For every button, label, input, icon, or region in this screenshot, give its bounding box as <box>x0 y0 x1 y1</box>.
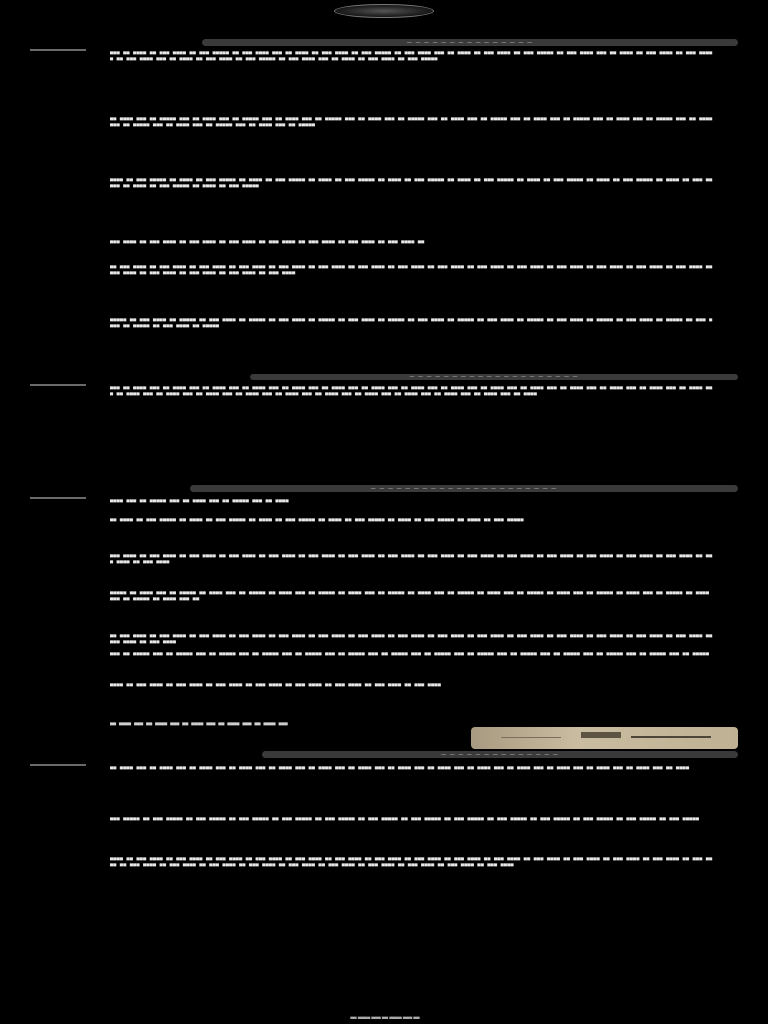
section-header <box>262 751 738 758</box>
section-header <box>190 485 738 492</box>
section-marker <box>30 764 86 766</box>
paragraph: ▄▄▄ ▄▄▄▄▄ ▄▄ ▄▄▄ ▄▄▄▄▄ ▄▄ ▄▄▄ ▄▄▄▄▄ ▄▄ ▄▄▄ ▄▄▄▄▄ ▄▄ ▄▄▄ ▄▄▄▄▄ ▄▄ ▄▄▄ ▄▄▄▄▄ ▄▄ ▄▄▄ ▄▄▄▄▄ ▄▄ ▄▄▄ ▄▄▄▄▄ ▄▄ ▄▄▄ ▄▄▄▄▄ ▄▄ ▄▄▄ ▄▄▄▄▄ ▄▄ ▄▄▄ ▄▄▄▄▄ ▄▄ ▄▄▄ ▄▄▄▄▄ ▄▄ ▄▄▄ ▄▄▄▄▄ ▄▄ ▄▄▄ ▄▄▄▄▄ <box>110 815 700 821</box>
thumbnail-detail <box>581 732 621 738</box>
paragraph: ▄▄▄ ▄▄ ▄▄▄▄▄ ▄▄▄ ▄▄ ▄▄▄▄▄ ▄▄▄ ▄▄ ▄▄▄▄▄ ▄▄▄ ▄▄ ▄▄▄▄▄ ▄▄▄ ▄▄ ▄▄▄▄▄ ▄▄▄ ▄▄ ▄▄▄▄▄ ▄▄▄ ▄▄ ▄▄▄▄▄ ▄▄▄ ▄▄ ▄▄▄▄▄ ▄▄▄ ▄▄ ▄▄▄▄▄ ▄▄▄ ▄▄ ▄▄▄▄▄ ▄▄▄ ▄▄ ▄▄▄▄▄ ▄▄▄ ▄▄ ▄▄▄▄▄ ▄▄▄ ▄▄ ▄▄▄▄▄ ▄▄▄ ▄▄ ▄▄▄▄▄ <box>110 650 710 656</box>
paragraph: ▄▄▄▄ ▄▄ ▄▄▄ ▄▄▄▄ ▄▄ ▄▄▄ ▄▄▄▄ ▄▄ ▄▄▄ ▄▄▄▄ ▄▄ ▄▄▄ ▄▄▄▄ ▄▄ ▄▄▄ ▄▄▄▄ ▄▄ ▄▄▄ ▄▄▄▄ ▄▄ ▄▄▄ ▄▄▄▄ ▄▄ ▄▄▄ ▄▄▄▄ ▄▄ ▄▄▄ ▄▄▄▄ ▄▄ ▄▄▄ ▄▄▄▄ ▄▄ ▄▄▄ ▄▄▄▄ ▄▄ ▄▄▄ ▄▄▄▄ ▄▄ ▄▄▄ ▄▄▄▄ ▄▄ ▄▄▄ ▄▄▄▄ ▄▄ ▄▄▄ ▄▄▄▄ ▄▄ ▄▄▄ ▄▄▄▄ ▄▄ ▄▄▄ ▄▄▄▄ ▄▄ ▄▄▄ ▄▄▄▄ ▄▄ ▄▄▄ ▄▄▄▄ ▄▄ ▄▄▄ ▄▄▄▄ ▄▄ ▄▄▄ ▄▄▄▄ ▄▄ ▄▄▄ ▄▄▄▄ ▄▄ ▄▄▄ ▄▄▄▄ ▄▄ ▄▄▄ ▄▄▄▄ ▄▄ ▄▄▄ ▄▄▄▄ <box>110 855 713 867</box>
section-marker <box>30 49 86 51</box>
paragraph: ▄▄▄▄ ▄▄ ▄▄▄ ▄▄▄▄ ▄▄ ▄▄▄ ▄▄▄▄ ▄▄ ▄▄▄ ▄▄▄▄ ▄▄ ▄▄▄ ▄▄▄▄ ▄▄ ▄▄▄ ▄▄▄▄ ▄▄ ▄▄▄ ▄▄▄▄ ▄▄ ▄▄▄ ▄▄▄▄ ▄▄ ▄▄▄ ▄▄▄▄ <box>110 681 442 687</box>
paragraph: ▄▄▄▄▄ ▄▄ ▄▄▄ ▄▄▄▄ ▄▄ ▄▄▄▄▄ ▄▄ ▄▄▄ ▄▄▄▄ ▄▄ ▄▄▄▄▄ ▄▄ ▄▄▄ ▄▄▄▄ ▄▄ ▄▄▄▄▄ ▄▄ ▄▄▄ ▄▄▄▄ ▄▄ ▄▄▄▄▄ ▄▄ ▄▄▄ ▄▄▄▄ ▄▄ ▄▄▄▄▄ ▄▄ ▄▄▄ ▄▄▄▄ ▄▄ ▄▄▄▄▄ ▄▄ ▄▄▄ ▄▄▄▄ ▄▄ ▄▄▄▄▄ ▄▄ ▄▄▄ ▄▄▄▄ ▄▄ ▄▄▄▄▄ ▄▄ ▄▄▄ ▄▄▄▄ ▄▄ ▄▄▄▄▄ ▄▄ ▄▄▄ ▄▄▄▄ ▄▄ ▄▄▄▄▄ <box>110 316 713 328</box>
image-thumbnail-icon[interactable] <box>471 727 738 749</box>
section-marker <box>30 384 86 386</box>
image-caption: ▄▄ ▄▄▄▄ ▄▄▄ ▄▄ ▄▄▄▄ ▄▄▄ ▄▄ ▄▄▄▄ ▄▄▄ ▄▄ ▄▄▄▄ ▄▄▄ ▄▄ ▄▄▄▄ ▄▄▄ <box>110 720 288 726</box>
paragraph: ▄▄▄ ▄▄ ▄▄▄▄ ▄▄ ▄▄▄ ▄▄▄▄ ▄▄ ▄▄▄ ▄▄▄▄▄ ▄▄ ▄▄▄ ▄▄▄▄ ▄▄▄ ▄▄ ▄▄▄▄ ▄▄ ▄▄▄ ▄▄▄▄ ▄▄ ▄▄▄ ▄▄▄▄▄ ▄▄ ▄▄▄ ▄▄▄▄ ▄▄▄ ▄▄ ▄▄▄▄ ▄▄ ▄▄▄ ▄▄▄▄ ▄▄ ▄▄▄ ▄▄▄▄▄ ▄▄ ▄▄▄ ▄▄▄▄ ▄▄▄ ▄▄ ▄▄▄▄ ▄▄ ▄▄▄ ▄▄▄▄ ▄▄ ▄▄▄ ▄▄▄▄▄ ▄▄ ▄▄▄ ▄▄▄▄ ▄▄▄ ▄▄ ▄▄▄▄ ▄▄ ▄▄▄ ▄▄▄▄ ▄▄ ▄▄▄ ▄▄▄▄▄ ▄▄ ▄▄▄ ▄▄▄▄ ▄▄▄ ▄▄ ▄▄▄▄ ▄▄ ▄▄▄ ▄▄▄▄ ▄▄ ▄▄▄ ▄▄▄▄▄ <box>110 49 713 61</box>
paragraph: ▄▄▄▄▄ ▄▄ ▄▄▄▄ ▄▄▄ ▄▄ ▄▄▄▄▄ ▄▄ ▄▄▄▄ ▄▄▄ ▄▄ ▄▄▄▄▄ ▄▄ ▄▄▄▄ ▄▄▄ ▄▄ ▄▄▄▄▄ ▄▄ ▄▄▄▄ ▄▄▄ ▄▄ ▄▄▄▄▄ ▄▄ ▄▄▄▄ ▄▄▄ ▄▄ ▄▄▄▄▄ ▄▄ ▄▄▄▄ ▄▄▄ ▄▄ ▄▄▄▄▄ ▄▄ ▄▄▄▄ ▄▄▄ ▄▄ ▄▄▄▄▄ ▄▄ ▄▄▄▄ ▄▄▄ ▄▄ ▄▄▄▄▄ ▄▄ ▄▄▄▄ ▄▄▄ ▄▄ ▄▄▄▄▄ ▄▄ ▄▄▄▄ ▄▄▄ ▄▄ <box>110 589 710 601</box>
paragraph: ▄▄ ▄▄▄▄ ▄▄▄ ▄▄ ▄▄▄▄▄ ▄▄▄ ▄▄ ▄▄▄▄ ▄▄▄ ▄▄ ▄▄▄▄▄ ▄▄▄ ▄▄ ▄▄▄▄ ▄▄▄ ▄▄ ▄▄▄▄▄ ▄▄▄ ▄▄ ▄▄▄▄ ▄▄▄ ▄▄ ▄▄▄▄▄ ▄▄▄ ▄▄ ▄▄▄▄ ▄▄▄ ▄▄ ▄▄▄▄▄ ▄▄▄ ▄▄ ▄▄▄▄ ▄▄▄ ▄▄ ▄▄▄▄▄ ▄▄▄ ▄▄ ▄▄▄▄ ▄▄▄ ▄▄ ▄▄▄▄▄ ▄▄▄ ▄▄ ▄▄▄▄ ▄▄▄ ▄▄ ▄▄▄▄▄ ▄▄▄ ▄▄ ▄▄▄▄ ▄▄▄ ▄▄ ▄▄▄▄▄ ▄▄▄ ▄▄ ▄▄▄▄ ▄▄▄ ▄▄ ▄▄▄▄▄ <box>110 115 713 127</box>
section-header <box>250 374 738 380</box>
paragraph: ▄▄▄▄ ▄▄ ▄▄▄ ▄▄▄▄▄ ▄▄ ▄▄▄▄ ▄▄ ▄▄▄ ▄▄▄▄▄ ▄▄ ▄▄▄▄ ▄▄ ▄▄▄ ▄▄▄▄▄ ▄▄ ▄▄▄▄ ▄▄ ▄▄▄ ▄▄▄▄▄ ▄▄ ▄▄▄▄ ▄▄ ▄▄▄ ▄▄▄▄▄ ▄▄ ▄▄▄▄ ▄▄ ▄▄▄ ▄▄▄▄▄ ▄▄ ▄▄▄▄ ▄▄ ▄▄▄ ▄▄▄▄▄ ▄▄ ▄▄▄▄ ▄▄ ▄▄▄ ▄▄▄▄▄ ▄▄ ▄▄▄▄ ▄▄ ▄▄▄ ▄▄▄▄▄ ▄▄ ▄▄▄▄ ▄▄ ▄▄▄ ▄▄▄▄▄ ▄▄ ▄▄▄▄ ▄▄ ▄▄▄ ▄▄▄▄▄ <box>110 176 713 188</box>
paragraph: ▄▄▄ ▄▄ ▄▄▄▄ ▄▄▄ ▄▄ ▄▄▄▄ ▄▄▄ ▄▄ ▄▄▄▄ ▄▄▄ ▄▄ ▄▄▄▄ ▄▄▄ ▄▄ ▄▄▄▄ ▄▄▄ ▄▄ ▄▄▄▄ ▄▄▄ ▄▄ ▄▄▄▄ ▄▄▄ ▄▄ ▄▄▄▄ ▄▄▄ ▄▄ ▄▄▄▄ ▄▄▄ ▄▄ ▄▄▄▄ ▄▄▄ ▄▄ ▄▄▄▄ ▄▄▄ ▄▄ ▄▄▄▄ ▄▄▄ ▄▄ ▄▄▄▄ ▄▄▄ ▄▄ ▄▄▄▄ ▄▄▄ ▄▄ ▄▄▄▄ ▄▄▄ ▄▄ ▄▄▄▄ ▄▄▄ ▄▄ ▄▄▄▄ ▄▄▄ ▄▄ ▄▄▄▄ ▄▄▄ ▄▄ ▄▄▄▄ ▄▄▄ ▄▄ ▄▄▄▄ ▄▄▄ ▄▄ ▄▄▄▄ ▄▄▄ ▄▄ ▄▄▄▄ ▄▄▄ ▄▄ ▄▄▄▄ ▄▄▄ ▄▄ ▄▄▄▄ ▄▄▄ ▄▄ ▄▄▄▄ ▄▄▄ ▄▄ ▄▄▄▄ <box>110 384 713 396</box>
paragraph: ▄▄ ▄▄▄ ▄▄▄▄ ▄▄ ▄▄▄ ▄▄▄▄ ▄▄ ▄▄▄ ▄▄▄▄ ▄▄ ▄▄▄ ▄▄▄▄ ▄▄ ▄▄▄ ▄▄▄▄ ▄▄ ▄▄▄ ▄▄▄▄ ▄▄ ▄▄▄ ▄▄▄▄ ▄▄ ▄▄▄ ▄▄▄▄ ▄▄ ▄▄▄ ▄▄▄▄ ▄▄ ▄▄▄ ▄▄▄▄ ▄▄ ▄▄▄ ▄▄▄▄ ▄▄ ▄▄▄ ▄▄▄▄ ▄▄ ▄▄▄ ▄▄▄▄ ▄▄ ▄▄▄ ▄▄▄▄ ▄▄ ▄▄▄ ▄▄▄▄ ▄▄ ▄▄▄ ▄▄▄▄ ▄▄ ▄▄▄ ▄▄▄▄ <box>110 632 713 644</box>
page-footer: ▄▄ ▄▄▄▄ ▄▄▄ ▄▄ ▄▄▄▄ ▄▄▄ ▄▄ <box>350 1014 420 1019</box>
paragraph: ▄▄▄ ▄▄▄▄ ▄▄ ▄▄▄ ▄▄▄▄ ▄▄ ▄▄▄ ▄▄▄▄ ▄▄ ▄▄▄ ▄▄▄▄ ▄▄ ▄▄▄ ▄▄▄▄ ▄▄ ▄▄▄ ▄▄▄▄ ▄▄ ▄▄▄ ▄▄▄▄ ▄▄ ▄▄▄ ▄▄▄▄ ▄▄ ▄▄▄ ▄▄▄▄ ▄▄ ▄▄▄ ▄▄▄▄ ▄▄ ▄▄▄ ▄▄▄▄ ▄▄ ▄▄▄ ▄▄▄▄ ▄▄ ▄▄▄ ▄▄▄▄ ▄▄ ▄▄▄ ▄▄▄▄ ▄▄ ▄▄▄ ▄▄▄▄ ▄▄ ▄▄▄ ▄▄▄▄ ▄▄ ▄▄▄ ▄▄▄▄ <box>110 552 713 564</box>
section-header-text: — — — — — — — — — — — — — — — — — — — — <box>409 374 579 380</box>
paragraph: ▄▄▄▄ ▄▄▄ ▄▄ ▄▄▄▄▄ ▄▄▄ ▄▄ ▄▄▄▄ ▄▄▄ ▄▄ ▄▄▄▄▄ ▄▄▄ ▄▄ ▄▄▄▄ <box>110 497 289 503</box>
ring-logo-icon[interactable] <box>334 4 434 18</box>
thumbnail-detail <box>501 737 561 738</box>
section-header-text: — — — — — — — — — — — — — — — <box>406 39 534 46</box>
section-header-text: — — — — — — — — — — — — — — <box>441 751 559 758</box>
thumbnail-detail <box>631 736 711 738</box>
paragraph: ▄▄ ▄▄▄ ▄▄▄▄ ▄▄ ▄▄▄ ▄▄▄▄ ▄▄ ▄▄▄ ▄▄▄▄ ▄▄ ▄▄▄ ▄▄▄▄ ▄▄ ▄▄▄ ▄▄▄▄ ▄▄ ▄▄▄ ▄▄▄▄ ▄▄ ▄▄▄ ▄▄▄▄ ▄▄ ▄▄▄ ▄▄▄▄ ▄▄ ▄▄▄ ▄▄▄▄ ▄▄ ▄▄▄ ▄▄▄▄ ▄▄ ▄▄▄ ▄▄▄▄ ▄▄ ▄▄▄ ▄▄▄▄ ▄▄ ▄▄▄ ▄▄▄▄ ▄▄ ▄▄▄ ▄▄▄▄ ▄▄ ▄▄▄ ▄▄▄▄ ▄▄ ▄▄▄ ▄▄▄▄ ▄▄ ▄▄▄ ▄▄▄▄ ▄▄ ▄▄▄ ▄▄▄▄ ▄▄ ▄▄▄ ▄▄▄▄ ▄▄ ▄▄▄ ▄▄▄▄ <box>110 263 713 275</box>
section-header <box>202 39 738 46</box>
section-marker <box>30 497 86 499</box>
paragraph: ▄▄▄ ▄▄▄▄ ▄▄ ▄▄▄ ▄▄▄▄ ▄▄ ▄▄▄ ▄▄▄▄ ▄▄ ▄▄▄ ▄▄▄▄ ▄▄ ▄▄▄ ▄▄▄▄ ▄▄ ▄▄▄ ▄▄▄▄ ▄▄ ▄▄▄ ▄▄▄▄ ▄▄ ▄▄▄ ▄▄▄▄ ▄▄ <box>110 238 425 244</box>
section-header-text: — — — — — — — — — — — — — — — — — — — — — — <box>370 485 558 492</box>
paragraph: ▄▄ ▄▄▄▄ ▄▄▄ ▄▄ ▄▄▄▄ ▄▄▄ ▄▄ ▄▄▄▄ ▄▄▄ ▄▄ ▄▄▄▄ ▄▄▄ ▄▄ ▄▄▄▄ ▄▄▄ ▄▄ ▄▄▄▄ ▄▄▄ ▄▄ ▄▄▄▄ ▄▄▄ ▄▄ ▄▄▄▄ ▄▄▄ ▄▄ ▄▄▄▄ ▄▄▄ ▄▄ ▄▄▄▄ ▄▄▄ ▄▄ ▄▄▄▄ ▄▄▄ ▄▄ ▄▄▄▄ ▄▄▄ ▄▄ ▄▄▄▄ ▄▄▄ ▄▄ ▄▄▄▄ ▄▄▄ ▄▄ ▄▄▄▄ <box>110 764 690 770</box>
paragraph: ▄▄ ▄▄▄▄ ▄▄ ▄▄▄ ▄▄▄▄▄ ▄▄ ▄▄▄▄ ▄▄ ▄▄▄ ▄▄▄▄▄ ▄▄ ▄▄▄▄ ▄▄ ▄▄▄ ▄▄▄▄▄ ▄▄ ▄▄▄▄ ▄▄ ▄▄▄ ▄▄▄▄▄ ▄▄ ▄▄▄▄ ▄▄ ▄▄▄ ▄▄▄▄▄ ▄▄ ▄▄▄▄ ▄▄ ▄▄▄ ▄▄▄▄▄ <box>110 516 524 522</box>
